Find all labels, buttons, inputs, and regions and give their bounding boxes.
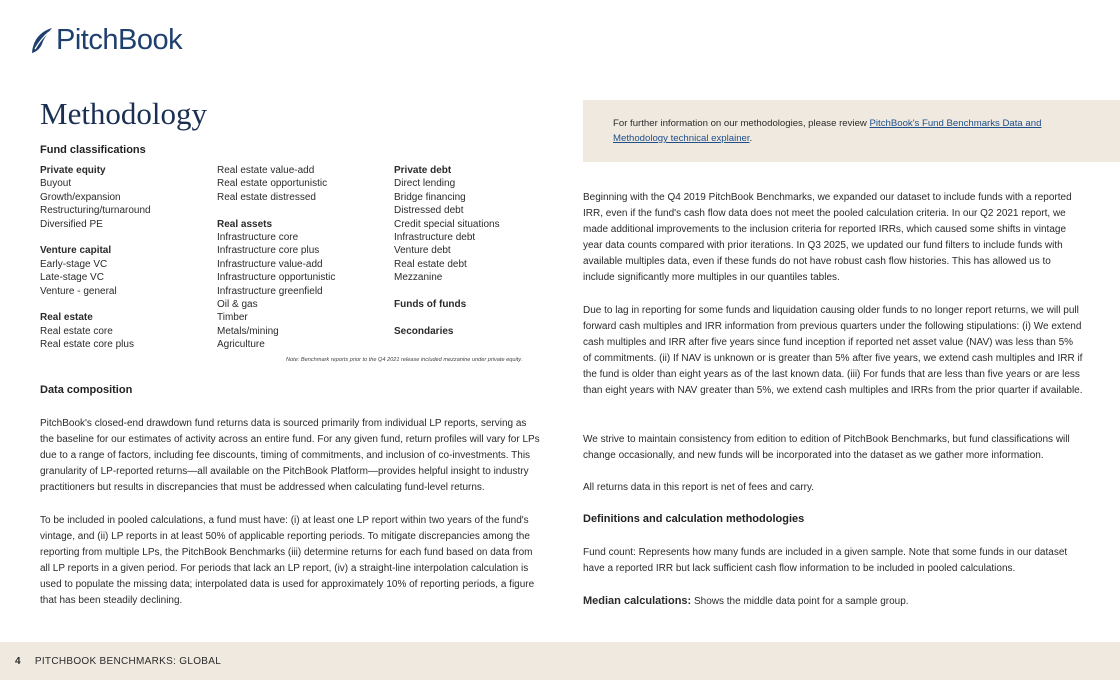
callout-tail: . <box>749 133 753 144</box>
median-calculations-label: Median calculations: <box>583 595 692 607</box>
pitchbook-leaf-icon <box>30 27 54 55</box>
methodology-explainer-link[interactable]: PitchBook's Fund Benchmarks Data and Methodology technical explainer <box>613 118 1042 144</box>
classification-item: Real estate distressed <box>217 191 316 203</box>
classification-column-3 <box>394 164 554 338</box>
footer-title: PITCHBOOK BENCHMARKS: GLOBAL <box>34 655 222 667</box>
spacer <box>40 298 210 311</box>
data-composition-heading: Data composition <box>40 384 133 396</box>
right-paragraph-4: All returns data in this report is net of fees and carry. <box>583 482 815 493</box>
classification-item: Real estate debt <box>394 258 467 270</box>
spacer <box>40 231 210 244</box>
fund-classifications-heading: Fund classifications <box>40 144 146 156</box>
classification-column-1 <box>40 164 210 352</box>
classification-item: Real estate core <box>40 325 113 337</box>
median-calculations-definition <box>583 593 1083 610</box>
page-footer <box>0 642 1120 680</box>
median-calculations-text: Shows the middle data point for a sample group. <box>691 596 909 607</box>
classification-item: Infrastructure value-add <box>217 258 323 270</box>
classification-note: Note: Benchmark reports prior to the Q4 2021 release included mezzanine under private equity. <box>286 357 523 363</box>
classification-item: Mezzanine <box>394 272 443 284</box>
classification-item: Infrastructure debt <box>394 232 476 244</box>
classification-item: Late-stage VC <box>40 272 104 284</box>
data-composition-paragraph-2: To be included in pooled calculations, a fund must have: (i) at least one LP report within two years of the fund's vintage, and (ii) LP reports in at least 50% of applicable reporting periods. To mitigate discrepancies among the reporting from multiple LPs, the PitchBook Benchmarks (iii) determine returns for each fund based on data from all LP reports in a given period. For periods that lack an LP report, (iv) a straight-line interpolation calculation is used to populate the missing data; interpolated data is used for approximately 10% of reporting periods, a figure that has been steadily declining. <box>40 515 535 606</box>
classification-item: Infrastructure core <box>217 232 299 244</box>
classification-group-heading: Secondaries <box>394 325 454 337</box>
right-paragraph-2: Due to lag in reporting for some funds and liquidation causing older funds to no longer report returns, we will pull forward cash multiples and IRR information from previous quarters under the following stipulations: (i) We extend cash multiples and IRR after five years since fund inception if reported net asset value (NAV) was less than 5% of commitments. (ii) If NAV is unknown or is greater than 5% after five years, we extend cash multiples and IRR if the fund is older than eight years as of the last known data. (iii) For funds that are less than five years or are less than eight years with NAV greater than 5%, we extend cash multiples and IRRs from the prior quarter if available. <box>583 305 1083 396</box>
classification-item: Growth/expansion <box>40 191 121 203</box>
classification-group-heading: Private equity <box>40 165 106 176</box>
classification-item: Diversified PE <box>40 218 103 230</box>
definitions-heading: Definitions and calculation methodologies <box>583 513 805 525</box>
classification-item: Oil & gas <box>217 299 258 311</box>
page-title: Methodology <box>40 96 208 131</box>
classification-item: Early-stage VC <box>40 258 108 270</box>
classification-item: Agriculture <box>217 339 265 351</box>
classification-item: Direct lending <box>394 178 456 190</box>
classification-item: Credit special situations <box>394 218 500 230</box>
classification-item: Infrastructure opportunistic <box>217 272 336 284</box>
spacer <box>394 285 554 298</box>
classification-item: Timber <box>217 312 248 324</box>
page-number: 4 <box>15 655 21 667</box>
classification-item: Real estate opportunistic <box>217 178 328 190</box>
classification-item: Real estate value-add <box>217 165 315 176</box>
classification-item: Buyout <box>40 178 72 190</box>
classification-item: Venture - general <box>40 285 117 297</box>
callout-text: For further information on our methodologies, please review <box>613 118 870 129</box>
classification-group-heading: Real estate <box>40 312 93 324</box>
pitchbook-logo <box>30 24 182 57</box>
classification-item: Distressed debt <box>394 205 464 217</box>
classification-item: Infrastructure core plus <box>217 245 320 257</box>
right-paragraph-3: We strive to maintain consistency from edition to edition of PitchBook Benchmarks, but fund classifications will change occasionally, and new funds will be incorporated into the dataset as we gather more information. <box>583 434 1070 461</box>
classification-group-heading: Real assets <box>217 218 273 230</box>
classification-group-heading: Venture capital <box>40 245 112 257</box>
classification-item: Bridge financing <box>394 191 466 203</box>
classification-item: Real estate core plus <box>40 339 134 351</box>
classification-group-heading: Private debt <box>394 165 452 176</box>
spacer <box>217 204 387 217</box>
classification-item: Restructuring/turnaround <box>40 205 151 217</box>
fund-count-definition: Fund count: Represents how many funds are included in a given sample. Note that some funds in our dataset have a reported IRR but lack sufficient cash flow information to be included in pooled calculations. <box>583 547 1068 574</box>
classification-item: Venture debt <box>394 245 451 257</box>
classification-item: Infrastructure greenfield <box>217 285 323 297</box>
logo-text: PitchBook <box>56 24 183 56</box>
classification-item: Metals/mining <box>217 325 279 337</box>
methodology-callout <box>583 100 1120 162</box>
right-paragraph-1: Beginning with the Q4 2019 PitchBook Benchmarks, we expanded our dataset to include funds with a reported IRR, even if the fund's cash flow data does not meet the pooled calculation criteria. In our Q2 2021 report, we made additional improvements to the inclusion criteria for reported IRRs, which caused some shifts in vintage year data counts compared with prior iterations. In Q3 2025, we updated our fund filters to include funds with available multiples data, even if these funds do not have robust cash flow histories. This has allowed us to include significantly more multiples in our quantiles tables. <box>583 192 1072 283</box>
data-composition-paragraph-1: PitchBook's closed-end drawdown fund returns data is sourced primarily from individual LP reports, serving as the baseline for our estimates of activity across an entire fund. For any given fund, return profiles will vary for LPs due to a range of factors, including fee discounts, timing of commitments, and inclusion of co-investments. This granularity of LP-reported returns—all available on the PitchBook Platform—provides helpful insight to industry practitioners but results in discrepancies that must be addressed when calculating fund-level returns. <box>40 418 540 493</box>
classification-column-2 <box>217 164 387 352</box>
classification-group-heading: Funds of funds <box>394 299 467 311</box>
spacer <box>394 311 554 324</box>
